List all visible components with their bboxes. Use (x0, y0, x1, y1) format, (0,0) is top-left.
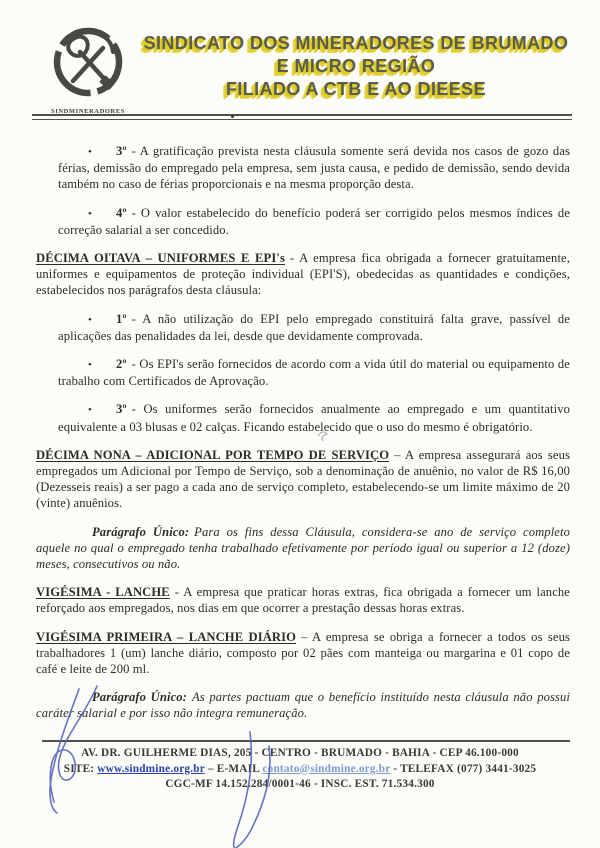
clause-title: VIGÉSIMA - LANCHE (36, 585, 170, 600)
paragraph-text: - Os uniformes serão fornecidos anualmente ao empregado e um quantitativo equivalente a 03 blusas e 02 calças. Ficando estabelecido que o uso do mesmo é obrigatório. (58, 402, 570, 434)
title-line-2: E MICRO REGIÃO (276, 56, 436, 76)
bullet-paragraph: • 4º - O valor estabelecido do benefício poderá ser corrigido pelos mesmos índices de correção salarial a ser concedido. (58, 205, 570, 237)
document-body (36, 143, 570, 734)
bullet-paragraph: • 2º - Os EPI's serão fornecidos de acordo com a vida útil do material ou equipamento de trabalho com Certificados de Aprovação. (58, 357, 570, 389)
paragrafo-unico-label: Parágrafo Único: (92, 690, 187, 705)
clause-heading-paragraph (36, 250, 570, 299)
site-label: SITE: (63, 762, 95, 775)
header-divider (32, 114, 572, 120)
paragrafo-unico (36, 689, 570, 721)
paragraph-text: As partes pactuam que o benefício instituído nesta cláusula não possui caráter salarial e por isso não integra remuneração. (36, 690, 570, 721)
clause-title: VIGÉSIMA PRIMEIRA – LANCHE DIÁRIO (36, 629, 297, 644)
title-line-3: FILIADO A CTB E AO DIEESE (225, 79, 486, 99)
letterhead-header (36, 24, 572, 115)
title-line-1: SINDICATO DOS MINERADORES DE BRUMADO (143, 33, 569, 53)
paragraph-text: – A empresa assegurará aos seus empregados um Adicional por Tempo de Serviço, sob a denominação de anuênio, no valor de R$ 16,00 (Dezesseis reais) a ser pago a cada ano de serviço completo, estabelecendo-se um limite máximo de 20 (vinte) anuênios. (36, 447, 571, 511)
paragraph-text: - A empresa que praticar horas extras, fica obrigada a fornecer um lanche reforçado aos empregados, nos dias em que ocorrer a prestação dessas horas extras. (36, 585, 570, 616)
bullet-icon: • (88, 359, 92, 372)
bullet-icon: • (88, 146, 92, 158)
bullet-paragraph: • 3º - A gratificação prevista nesta cláusula somente será devida nos casos de gozo das férias, demissão do empregado pela empresa, sem justa causa, e pedido de demissão, sendo devida também no caso de férias proporcionais e na mesma proporção desta. (58, 144, 570, 192)
clause-title: DÉCIMA NONA – ADICIONAL POR TEMPO DE SERVIÇO (36, 447, 390, 462)
site-url-link: www.sindmine.org.br (97, 762, 205, 775)
footer-address: AV. DR. GUILHERME DIAS, 205 - CENTRO - BRUMADO - BAHIA - CEP 46.100-000 (81, 747, 519, 759)
paragraph-text: Para os fins dessa Cláusula, considera-se ano de serviço completo aquele no qual o empregado tenha trabalhado efetivamente por período igual ou superior a 12 (doze) meses, consecutivos ou não. (36, 524, 570, 572)
paragrafo-unico-label: Parágrafo Único: (92, 524, 190, 539)
clause-title: DÉCIMA OITAVA – UNIFORMES E EPI's (36, 251, 285, 266)
paragraph-text: - A empresa fica obrigada a fornecer gratuitamente, uniformes e equipamentos de proteção individual (EPI'S), obedecidas as quantidades e condições, estabelecidos nos parágrafos desta cláusula: (36, 251, 570, 298)
footer-contacts (0, 762, 600, 778)
separator-dash: – (207, 762, 214, 775)
stray-ink-dot (231, 115, 234, 118)
paragraph-text: - A não utilização do EPI pelo empregado constituirá falta grave, passível de aplicações das penalidades da lei, desde que devidamente comprovada. (58, 311, 570, 343)
paragraph-text: – A empresa se obriga a fornecer a todos os seus trabalhadores 1 (um) lanche diário, composto por 02 pães com manteiga ou margarina e 01 copo de café e leite de 200 ml. (36, 629, 570, 677)
footer-registration: CGC-MF 14.152.284/0001-46 - INSC. EST. 71.534.300 (165, 778, 435, 790)
telefax-text: - TELEFAX (077) 3441-3025 (393, 762, 537, 775)
clause-heading-paragraph (36, 629, 570, 678)
paragrafo-unico (36, 524, 570, 573)
logo-caption: SINDMINERADORES (50, 108, 125, 115)
paragraph-text: - Os EPI's serão fornecidos de acordo com a vida útil do material ou equipamento de trabalho com Certificados de Aprovação. (58, 357, 570, 389)
crossed-shovel-and-hammer-icon (46, 24, 130, 102)
union-logo (36, 24, 140, 115)
letterhead-title (140, 24, 572, 101)
email-link: contato@sindmine.org.br (262, 762, 391, 775)
email-label: E-MAIL (216, 762, 260, 775)
clause-heading-paragraph (36, 447, 570, 512)
bullet-paragraph: • 3º - Os uniformes serão fornecidos anualmente ao empregado e um quantitativo equivalente a 03 blusas e 02 calças. Ficando estabelecido que o uso do mesmo é obrigatório. (58, 402, 570, 434)
bullet-icon: • (88, 404, 92, 417)
paragraph-text: - O valor estabelecido do benefício poderá ser corrigido pelos mesmos índices de correção salarial a ser concedido. (58, 205, 570, 237)
paragraph-text: - A gratificação prevista nesta cláusula somente será devida nos casos de gozo das férias, demissão do empregado pela empresa, sem justa causa, e pedido de demissão, sendo devida também no caso de férias proporcionais e na mesma proporção desta. (58, 144, 570, 192)
footer-divider (42, 740, 570, 742)
bullet-paragraph: • 1º - A não utilização do EPI pelo empregado constituirá falta grave, passível de aplicações das penalidades da lei, desde que devidamente comprovada. (58, 311, 570, 343)
bullet-icon: • (88, 313, 92, 326)
bullet-icon: • (88, 207, 92, 220)
clause-heading-paragraph (36, 584, 570, 616)
letterhead-footer (0, 740, 600, 793)
